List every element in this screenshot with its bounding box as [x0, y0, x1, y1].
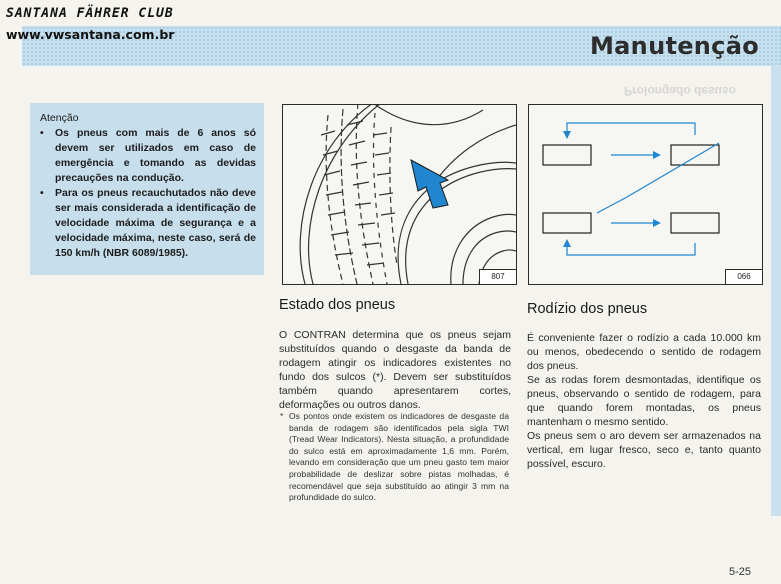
tire-footnote	[280, 411, 509, 504]
attention-list	[40, 126, 256, 261]
rotation-figure	[528, 104, 763, 285]
arrow-head-icon	[653, 151, 661, 159]
watermark-club: SANTANA FÄHRER CLUB	[6, 6, 174, 21]
footnote-marker: *	[280, 411, 284, 421]
attention-box	[30, 103, 264, 275]
tire-condition-text: O CONTRAN determina que os pneus sejam substituídos quando o desgaste da banda de rodagem atingir os indicadores existentes no fundo dos sulcos (*). Devem ser substituídos também quando apresentarem cortes, deformações ou outros danos.	[279, 329, 511, 411]
wheel-rear-left	[543, 213, 591, 233]
tire-condition-paragraph	[279, 328, 511, 412]
rotation-paragraph: É conveniente fazer o rodízio a cada 10.000 km ou menos, obedecendo o sentido de rodagem dos pneus.	[527, 332, 761, 372]
rotation-paragraph: Se as rodas forem desmontadas, identifique os pneus, observando o sentido de rodagem, para que quando forem montadas, os pneus mantenham o mesmo sentido.	[527, 374, 761, 428]
tire-condition-heading: Estado dos pneus	[279, 297, 396, 313]
wheel-front-left	[543, 145, 591, 165]
page-edge-strip	[771, 66, 781, 516]
figure-code: 066	[725, 269, 763, 285]
section-title: Manutenção	[590, 32, 759, 60]
arrow-head-icon	[563, 239, 571, 247]
footnote-text: Os pontos onde existem os indicadores de desgaste da banda de rodagem são identificados pela sigla TWI (Tread Wear Indicators). Nesta situação, a profundidade do sulco está em aproximadamente 1,6 mm. Porém, levando em consideração que um pneu gasto tem maior probabilidade de deslizar sobre pistas molhadas, é recomendável que seja substituído ao atingir 3 mm na profundidade do sulco.	[289, 411, 509, 503]
wheel-rear-right	[671, 213, 719, 233]
page-number: 5-25	[729, 566, 752, 578]
arrow-head-icon	[653, 219, 661, 227]
attention-title: Atenção	[40, 112, 79, 124]
figure-code: 807	[479, 269, 517, 285]
tire-rotation-body	[527, 331, 761, 471]
wheel-front-right	[671, 145, 719, 165]
arrow-head-icon	[563, 131, 571, 139]
rotation-paragraph: Os pneus sem o aro devem ser armazenados na vertical, em lugar fresco, seco e, tanto quanto possível, escuro.	[527, 430, 761, 470]
bleed-through-text: Prolongado desuso	[624, 84, 737, 98]
tire-figure	[282, 104, 517, 285]
attention-bullet: • Os pneus com mais de 6 anos só devem ser utilizados em caso de emergência e tomando as devidas precauções na condução.	[40, 126, 256, 186]
watermark-url[interactable]: www.vwsantana.com.br	[6, 27, 175, 42]
tire-rotation-heading: Rodízio dos pneus	[527, 301, 648, 317]
tire-illustration	[283, 105, 516, 284]
rotation-diagram	[529, 105, 762, 284]
attention-bullet: • Para os pneus recauchutados não deve ser mais considerada a identificação de velocidade máxima de segurança e a velocidade máxima, neste caso, será de 150 km/h (NBR 6089/1985).	[40, 186, 256, 261]
